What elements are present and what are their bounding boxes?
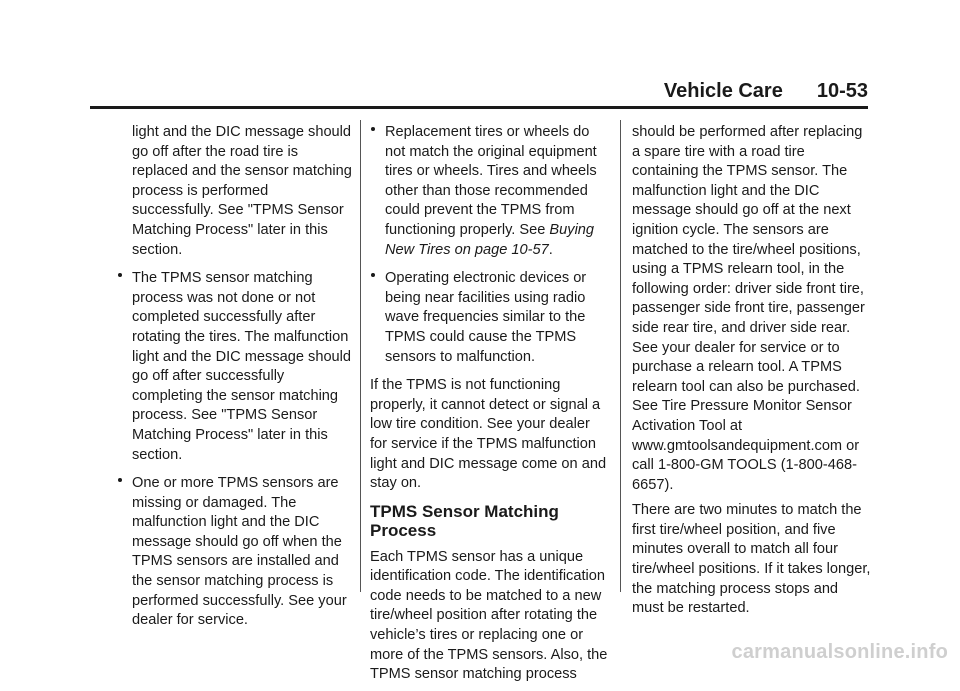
page-number: 10-53 <box>816 80 868 102</box>
paragraph: There are two minutes to match the first tire/wheel position, and five minutes overall to match all four tire/wheel positions. If it takes longer, the matching process stops and must be restarted. <box>632 502 871 617</box>
bullet-item: One or more TPMS sensors are missing or damaged. The malfunction light and the DIC message should go off when the TPMS sensors are installed and the sensor matching process is performed successfully. See your dealer for service. <box>117 474 353 631</box>
paragraph: should be performed after replacing a spare tire with a road tire containing the TPMS sensor. The malfunction light and the DIC message should go off at the next ignition cycle. The sensors are matched to the tire/wheel positions, using a TPMS relearn tool, in the following order: driver side front tire, passenger side front tire, passenger side rear tire, and driver side rear. See your dealer for service or to purchase a relearn tool. A TPMS relearn tool can also be purchased. See Tire Pressure Monitor Sensor Activation Tool at www.gmtoolsandequipment.com or call 1-800-GM TOOLS (1-800-468-6657). <box>632 124 865 493</box>
bullet-item: Operating electronic devices or being near facilities using radio wave frequencies similar to the TPMS could cause the TPMS sensors to malfunction. <box>370 269 610 367</box>
cross-reference-link[interactable]: Buying New Tires on page 10-57 <box>385 221 595 258</box>
bullet-text-end: . <box>548 241 553 258</box>
section-heading: TPMS Sensor Matching Process <box>370 501 559 540</box>
column-2 <box>370 123 610 691</box>
column-3 <box>632 123 872 625</box>
section-title: Vehicle Care <box>663 80 783 102</box>
column-1 <box>117 123 353 640</box>
paragraph: Each TPMS sensor has a unique identification code. The identification code needs to be matched to a new tire/wheel position after rotating the vehicle’s tires or replacing one or more of the TPMS sensors. Also, the TPMS sensor matching process <box>370 548 608 683</box>
bullet-item <box>370 123 610 260</box>
column-divider-2 <box>620 120 621 592</box>
paragraph: If the TPMS is not functioning properly, it cannot detect or signal a low tire condition. See your dealer for service if the TPMS malfunction light and DIC message come on and stay on. <box>370 377 607 492</box>
continued-bullet-text: light and the DIC message should go off after the road tire is replaced and the sensor matching process is performed successfully. See "TPMS Sensor Matching Process" later in this section. <box>132 124 352 258</box>
watermark: carmanualsonline.info <box>731 641 948 663</box>
bullet-item: The TPMS sensor matching process was not done or not completed successfully after rotating the tires. The malfunction light and the DIC message should go off after successfully completing the sensor matching process. See "TPMS Sensor Matching Process" later in this section. <box>117 269 353 465</box>
page-header <box>664 80 868 103</box>
bullet-text: Replacement tires or wheels do not match the original equipment tires or wheels. Tires and wheels other than those recommended could prevent the TPMS from functioning properly. See <box>385 124 597 238</box>
header-rule <box>90 106 868 109</box>
column-divider-1 <box>360 120 361 592</box>
